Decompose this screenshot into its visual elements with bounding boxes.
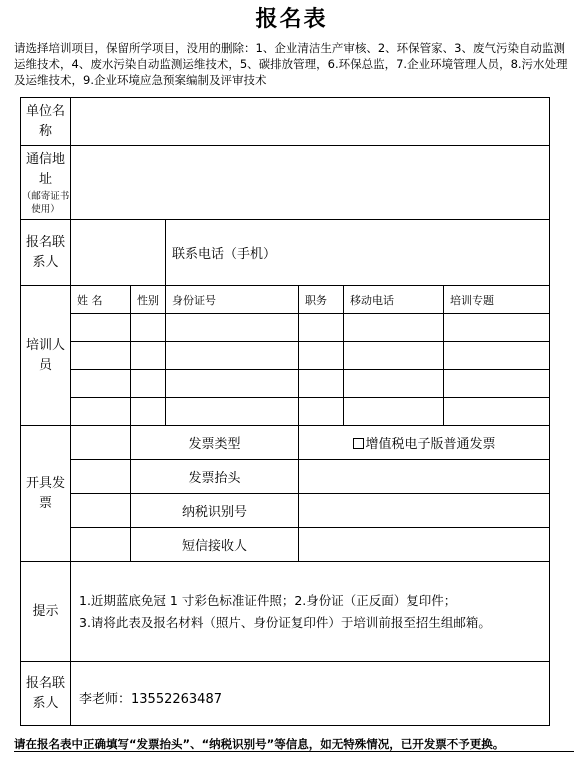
trainee-gender-cell[interactable] <box>131 370 166 398</box>
trainee-id-cell[interactable] <box>166 398 299 426</box>
trainee-position-cell[interactable] <box>299 398 344 426</box>
trainee-name-cell[interactable] <box>71 398 131 426</box>
invoice-label: 开具发票 <box>21 426 71 562</box>
address-field[interactable] <box>71 146 550 220</box>
invoice-type-label: 发票类型 <box>131 426 299 460</box>
trainee-topic-cell[interactable] <box>444 314 550 342</box>
form-title: 报名表 <box>255 7 328 32</box>
contact-name-field[interactable] <box>71 220 166 286</box>
trainee-mobile-cell[interactable] <box>344 398 444 426</box>
trainee-id-cell[interactable] <box>166 314 299 342</box>
trainee-name-cell[interactable] <box>71 342 131 370</box>
contact-label: 报名联系人 <box>21 220 71 286</box>
instructions-text: 请选择培训项目，保留所学项目，没用的删除：1、企业清洁生产审核、2、环保管家、3、废气污染自动监测运维技术，4、废水污染自动监测运维技术，5、碳排放管理，6.环保总监，7.企业环境管理人员，8.污水处理及运维技术，9.企业环境应急预案编制及评审技术 <box>14 41 568 87</box>
trainee-position-cell[interactable] <box>299 314 344 342</box>
trainee-position-cell[interactable] <box>299 342 344 370</box>
invoice-spacer <box>71 460 131 494</box>
contact-person-label: 报名联系人 <box>21 662 71 726</box>
invoice-spacer <box>71 528 131 562</box>
tax-id-field[interactable] <box>299 494 550 528</box>
trainee-name-cell[interactable] <box>71 370 131 398</box>
trainee-mobile-cell[interactable] <box>344 370 444 398</box>
trainee-topic-cell[interactable] <box>444 398 550 426</box>
trainee-gender-cell[interactable] <box>131 398 166 426</box>
trainee-row <box>21 342 550 370</box>
invoice-type-option[interactable] <box>299 426 550 460</box>
invoice-spacer <box>71 426 131 460</box>
trainee-topic-cell[interactable] <box>444 370 550 398</box>
contact-person-value: 李老师：13552263487 <box>71 662 550 726</box>
tips-label: 提示 <box>21 562 71 662</box>
tax-id-label: 纳税识别号 <box>131 494 299 528</box>
header-gender: 性别 <box>131 286 166 314</box>
trainee-row <box>21 398 550 426</box>
invoice-type-option-text: 增值税电子版普通发票 <box>365 437 496 452</box>
trainee-gender-cell[interactable] <box>131 314 166 342</box>
address-label <box>21 146 71 220</box>
unit-name-label: 单位名称 <box>21 98 71 146</box>
header-id-number: 身份证号 <box>166 286 299 314</box>
trainee-row <box>21 370 550 398</box>
checkbox-icon[interactable] <box>353 438 364 449</box>
tip-line-1: 1.近期蓝底免冠 1 寸彩色标准证件照；2.身份证（正反面）复印件； <box>79 592 457 608</box>
trainee-mobile-cell[interactable] <box>344 314 444 342</box>
header-position: 职务 <box>299 286 344 314</box>
invoice-spacer <box>71 494 131 528</box>
trainees-label: 培训人员 <box>21 286 71 426</box>
registration-form-table <box>20 97 550 726</box>
address-note: （邮寄证书使用） <box>21 190 70 215</box>
trainee-gender-cell[interactable] <box>131 342 166 370</box>
trainee-row <box>21 314 550 342</box>
invoice-title-label: 发票抬头 <box>131 460 299 494</box>
tips-content <box>71 562 550 662</box>
sms-receiver-field[interactable] <box>299 528 550 562</box>
unit-name-field[interactable] <box>71 98 550 146</box>
trainee-name-cell[interactable] <box>71 314 131 342</box>
trainee-id-cell[interactable] <box>166 342 299 370</box>
footer-notice: 请在报名表中正确填写“发票抬头”、“纳税识别号”等信息，如无特殊情况，已开发票不予更换。 <box>14 737 574 752</box>
trainee-position-cell[interactable] <box>299 370 344 398</box>
header-topic: 培训专题 <box>444 286 550 314</box>
phone-label[interactable]: 联系电话（手机） <box>166 220 550 286</box>
invoice-title-field[interactable] <box>299 460 550 494</box>
trainee-id-cell[interactable] <box>166 370 299 398</box>
trainee-topic-cell[interactable] <box>444 342 550 370</box>
header-mobile: 移动电话 <box>344 286 444 314</box>
address-label-text: 通信地址 <box>25 151 65 187</box>
header-name: 姓 名 <box>71 286 131 314</box>
tip-line-2: 3.请将此表及报名材料（照片、身份证复印件）于培训前报至招生组邮箱。 <box>79 614 491 630</box>
trainee-mobile-cell[interactable] <box>344 342 444 370</box>
sms-receiver-label: 短信接收人 <box>131 528 299 562</box>
